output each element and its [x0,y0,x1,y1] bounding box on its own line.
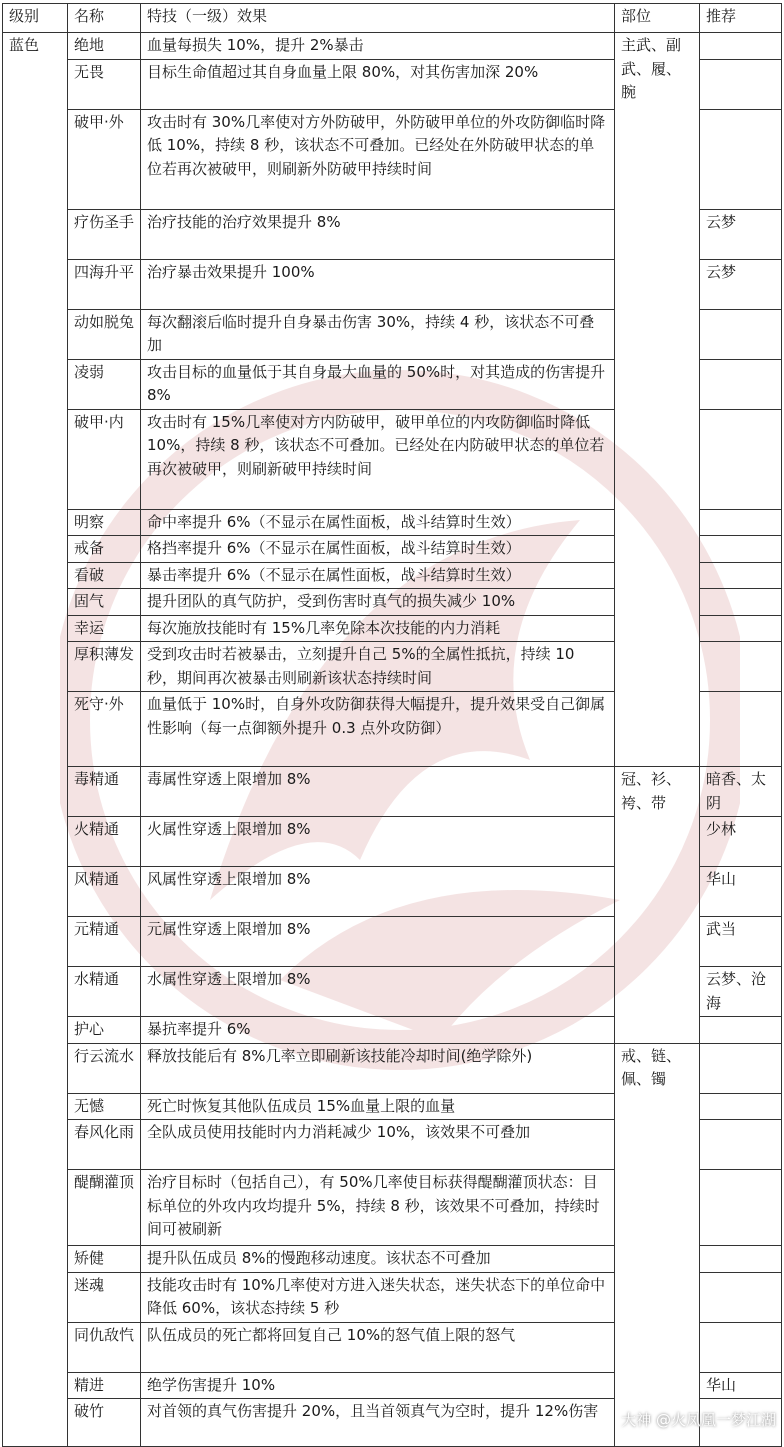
recommend-cell [700,589,782,616]
skill-effect: 全队成员使用技能时内力消耗减少 10%，该效果不可叠加 [141,1120,615,1170]
skill-effect: 每次施放技能时有 15%几率免除本次技能的内力消耗 [141,615,615,642]
recommend-cell: 云梦 [700,209,782,259]
recommend-cell [700,509,782,536]
skill-effect: 水属性穿透上限增加 8% [141,967,615,1017]
equipment-part: 戒、链、佩、镯 [615,1043,700,1447]
recommend-cell: 武当 [700,917,782,967]
skill-name: 破甲·外 [68,109,141,209]
skill-effect: 提升团队的真气防护，受到伤害时真气的损失减少 10% [141,589,615,616]
skill-effect: 元属性穿透上限增加 8% [141,917,615,967]
equipment-part: 主武、副武、履、腕 [615,33,700,767]
skill-name: 春风化雨 [68,1120,141,1170]
equipment-part: 冠、衫、袴、带 [615,767,700,1044]
header-effect: 特技（一级）效果 [141,4,615,33]
table-row [3,1043,782,1093]
recommend-cell: 华山 [700,867,782,917]
skill-effect: 对首领的真气伤害提升 20%，且当首领真气为空时，提升 12%伤害 [141,1399,615,1447]
skill-name: 行云流水 [68,1043,141,1093]
skill-name: 同仇敌忾 [68,1322,141,1372]
header-name: 名称 [68,4,141,33]
skill-name: 凌弱 [68,359,141,409]
skill-name: 水精通 [68,967,141,1017]
skill-name: 迷魂 [68,1272,141,1322]
skill-effect: 格挡率提升 6%（不显示在属性面板，战斗结算时生效） [141,536,615,563]
recommend-cell [700,409,782,509]
skill-name: 无憾 [68,1093,141,1120]
recommend-cell [700,1322,782,1372]
recommend-cell [700,1170,782,1246]
skill-name: 明察 [68,509,141,536]
skill-name: 风精通 [68,867,141,917]
watermark-credit: 大神 @火凤凰一梦江湖 [621,1411,776,1429]
recommend-cell [700,59,782,109]
skill-effect: 命中率提升 6%（不显示在属性面板，战斗结算时生效） [141,509,615,536]
skill-effect: 毒属性穿透上限增加 8% [141,767,615,817]
header-recommend: 推荐 [700,4,782,33]
recommend-cell [700,1272,782,1322]
skill-name: 厚积薄发 [68,642,141,692]
skill-effect: 队伍成员的死亡都将回复自己 10%的怒气值上限的怒气 [141,1322,615,1372]
header-part: 部位 [615,4,700,33]
skill-name: 醍醐灌顶 [68,1170,141,1246]
skill-effect: 血量每损失 10%，提升 2%暴击 [141,33,615,60]
recommend-cell: 华山 [700,1372,782,1399]
recommend-cell [700,642,782,692]
skill-name: 火精通 [68,817,141,867]
skill-effect: 风属性穿透上限增加 8% [141,867,615,917]
skill-name: 疗伤圣手 [68,209,141,259]
recommend-cell [700,109,782,209]
skill-effect: 攻击时有 30%几率使对方外防破甲，外防破甲单位的外攻防御临时降低 10%，持续 8 秒，该状态不可叠加。已经处在外防破甲状态的单位若再次被破甲，则刷新外防破甲持续时间 [141,109,615,209]
skill-effect: 目标生命值超过其自身血量上限 80%，对其伤害加深 20% [141,59,615,109]
skill-name: 绝地 [68,33,141,60]
skill-name: 破甲·内 [68,409,141,509]
recommend-cell [700,1017,782,1044]
skill-name: 戒备 [68,536,141,563]
skill-effect: 暴击率提升 6%（不显示在属性面板，战斗结算时生效） [141,562,615,589]
skill-effect: 火属性穿透上限增加 8% [141,817,615,867]
recommend-cell [700,1246,782,1273]
recommend-cell [700,692,782,767]
skill-name: 固气 [68,589,141,616]
skill-effect: 攻击目标的血量低于其自身最大血量的 50%时，对其造成的伤害提升 8% [141,359,615,409]
skill-effect: 释放技能后有 8%几率立即刷新该技能冷却时间(绝学除外) [141,1043,615,1093]
recommend-cell [700,536,782,563]
skill-name: 动如脱兔 [68,309,141,359]
recommend-cell [700,562,782,589]
skill-effect: 死亡时恢复其他队伍成员 15%血量上限的血量 [141,1093,615,1120]
skill-name: 元精通 [68,917,141,967]
skill-effect: 受到攻击时若被暴击，立刻提升自己 5%的全属性抵抗，持续 10 秒，期间再次被暴击则刷新该状态持续时间 [141,642,615,692]
table-row [3,33,782,60]
recommend-cell: 云梦 [700,259,782,309]
skill-name: 死守·外 [68,692,141,767]
recommend-cell [700,309,782,359]
recommend-cell [700,359,782,409]
level-cell: 蓝色 [3,33,68,1447]
skill-effect: 绝学伤害提升 10% [141,1372,615,1399]
recommend-cell [700,1043,782,1093]
skill-name: 四海升平 [68,259,141,309]
skill-name: 矫健 [68,1246,141,1273]
skill-name: 幸运 [68,615,141,642]
recommend-cell: 暗香、太阴 [700,767,782,817]
skill-name: 毒精通 [68,767,141,817]
skill-effect: 攻击时有 15%几率使对方内防破甲，破甲单位的内攻防御临时降低 10%，持续 8 秒，该状态不可叠加。已经处在内防破甲状态的单位若再次被破甲，则刷新破甲持续时间 [141,409,615,509]
recommend-cell [700,33,782,60]
skill-effect: 提升队伍成员 8%的慢跑移动速度。该状态不可叠加 [141,1246,615,1273]
recommend-cell: 云梦、沧海 [700,967,782,1017]
skill-name: 破竹 [68,1399,141,1447]
recommend-cell: 少林 [700,817,782,867]
recommend-cell [700,615,782,642]
skill-effect: 治疗技能的治疗效果提升 8% [141,209,615,259]
skill-name: 无畏 [68,59,141,109]
skill-name: 看破 [68,562,141,589]
skill-effect: 治疗目标时（包括自己），有 50%几率使目标获得醍醐灌顶状态：目标单位的外攻内攻均提升 5%，持续 8 秒，该效果不可叠加，持续时间可被刷新 [141,1170,615,1246]
header-level: 级别 [3,4,68,33]
skill-effect: 暴抗率提升 6% [141,1017,615,1044]
skill-name: 护心 [68,1017,141,1044]
recommend-cell [700,1120,782,1170]
skill-name: 精进 [68,1372,141,1399]
recommend-cell [700,1093,782,1120]
skill-effect: 每次翻滚后临时提升自身暴击伤害 30%，持续 4 秒，该状态不可叠加 [141,309,615,359]
table-header-row [3,4,782,33]
skill-effect: 治疗暴击效果提升 100% [141,259,615,309]
skill-effect: 技能攻击时有 10%几率使对方进入迷失状态，迷失状态下的单位命中降低 60%，该状态持续 5 秒 [141,1272,615,1322]
skill-effect: 血量低于 10%时，自身外攻防御获得大幅提升，提升效果受自己御属性影响（每一点御额外提升 0.3 点外攻防御） [141,692,615,767]
skill-table [2,3,782,1447]
table-row [3,767,782,817]
